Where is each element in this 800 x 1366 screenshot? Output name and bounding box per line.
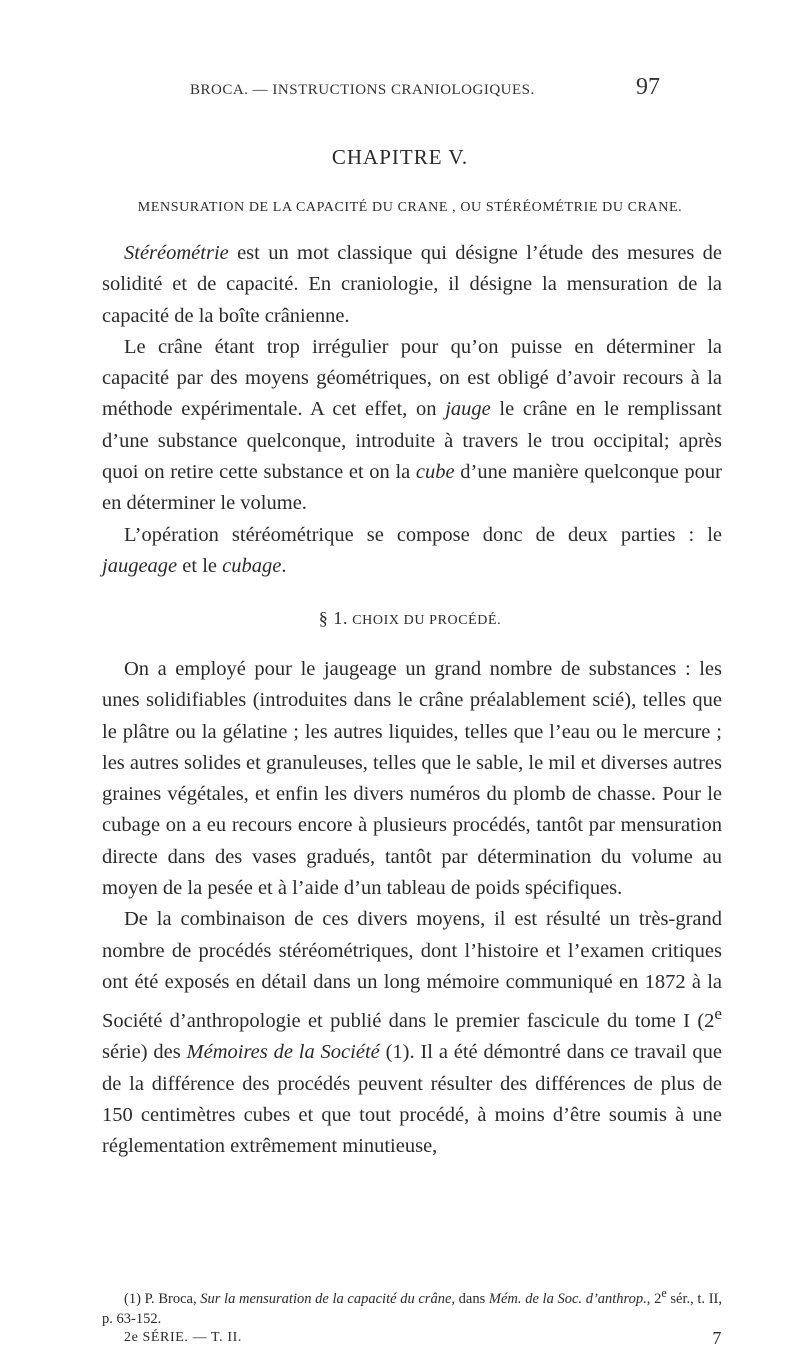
signature-number: 7 — [712, 1328, 722, 1348]
superscript: e — [661, 1286, 667, 1300]
intro-text-block — [102, 238, 722, 582]
section-heading — [100, 608, 720, 629]
paragraph-procedures — [102, 904, 722, 1162]
signature-line — [124, 1330, 722, 1346]
footnote-segment: P. Broca, — [140, 1290, 201, 1307]
running-head: BROCA. — INSTRUCTIONS CRANIOLOGIQUES. — [190, 82, 535, 98]
page-number: 97 — [636, 74, 660, 100]
paragraph-text: L’opération stéréométrique se compose donc de deux parties : le — [124, 523, 722, 546]
footnote — [102, 1283, 722, 1329]
paragraph-stereometrie-definition — [102, 238, 722, 332]
paragraph-text: (1). Il a été démontré dans ce travail que de la différence des procédés peuvent résulter des différences de plus de 150 centimètres cubes et que tout procédé, à moins d’être soumis à une réglementation extrêmement minutieuse, — [102, 1041, 722, 1158]
term-cubage: cubage — [222, 554, 282, 577]
chapter-subtitle: MENSURATION DE LA CAPACITÉ DU CRANE , OU STÉRÉOMÉTRIE DU CRANE. — [137, 200, 683, 215]
paragraph-text: série) des — [102, 1041, 187, 1064]
paragraph-text: Le crâne étant trop irrégulier pour qu’on puisse en déterminer la capacité par des moyens géométriques, on est obligé d’avoir recours à la méthode expérimentale. A cet effet, on — [102, 335, 722, 421]
term-stereometrie: Stéréométrie — [124, 242, 229, 264]
footnote-journal: Mém. de la Soc. d’anthrop., — [488, 1290, 651, 1307]
paragraph-text: le crâne en le remplissant d’une substance quelconque, introduite à travers le trou occipital; après quoi on retire cette substance et on la — [102, 398, 722, 484]
chapter-title: CHAPITRE V. — [331, 145, 469, 169]
paragraph-two-parts — [102, 520, 722, 583]
section-mark: § 1. — [318, 608, 349, 628]
superscript: e — [714, 1004, 722, 1024]
footnote-text — [102, 1283, 722, 1329]
paragraph-text: est un mot classique qui désigne l’étude des mesures de solidité et de capacité. En craniologie, il désigne la mensuration de la capacité de la boîte crânienne. — [102, 242, 722, 327]
paragraph-experimental-method — [102, 332, 722, 520]
footnote-segment: sér., t. II, p. 63-152. — [102, 1290, 722, 1327]
footnote-marker: (1) — [124, 1290, 141, 1307]
paragraph-text: De la combinaison de ces divers moyens, il est résulté un très-grand nombre de procédés stéréométriques, dont l’histoire et l’examen critiques ont été exposés en détail dans un long mémoire communiqué en 1872 à la Société d’anthropologie et publié dans le premier fascicule du tome I (2 — [102, 908, 722, 1033]
paragraph-substances — [102, 654, 722, 904]
section-text-block — [102, 654, 722, 1163]
term-memoires: Mémoires de la Société — [186, 1041, 380, 1064]
section-title: CHOIX DU PROCÉDÉ. — [352, 613, 502, 628]
footnote-segment: dans — [455, 1290, 489, 1307]
paragraph-text: d’une manière quelconque pour en déterminer le volume. — [102, 461, 722, 515]
paragraph-text: . — [281, 554, 287, 577]
term-cube: cube — [415, 461, 455, 484]
footnote-title: Sur la mensuration de la capacité du crâne, — [200, 1290, 456, 1307]
signature-text: 2e SÉRIE. — T. II. — [124, 1330, 242, 1345]
paragraph-text: et le — [177, 554, 223, 577]
footnote-segment: 2 — [650, 1290, 662, 1307]
term-jauge: jauge — [445, 398, 491, 421]
term-jaugeage: jaugeage — [102, 554, 178, 577]
paragraph-text: On a employé pour le jaugeage un grand nombre de substances : les unes solidifiables (introduites dans le crâne préalablement scié), telles que le plâtre ou la gélatine ; les autres liquides, telles que l’eau ou le mercure ; les autres solides et granuleuses, telles que le sable, le mil et diverses autres graines végétales, et enfin les divers numéros du plomb de chasse. Pour le cubage on a eu recours encore à plusieurs procédés, tantôt par mensuration directe dans des vases gradués, tantôt par détermination du volume au moyen de la pesée et à l’aide d’un tableau de poids spécifiques. — [102, 658, 722, 900]
